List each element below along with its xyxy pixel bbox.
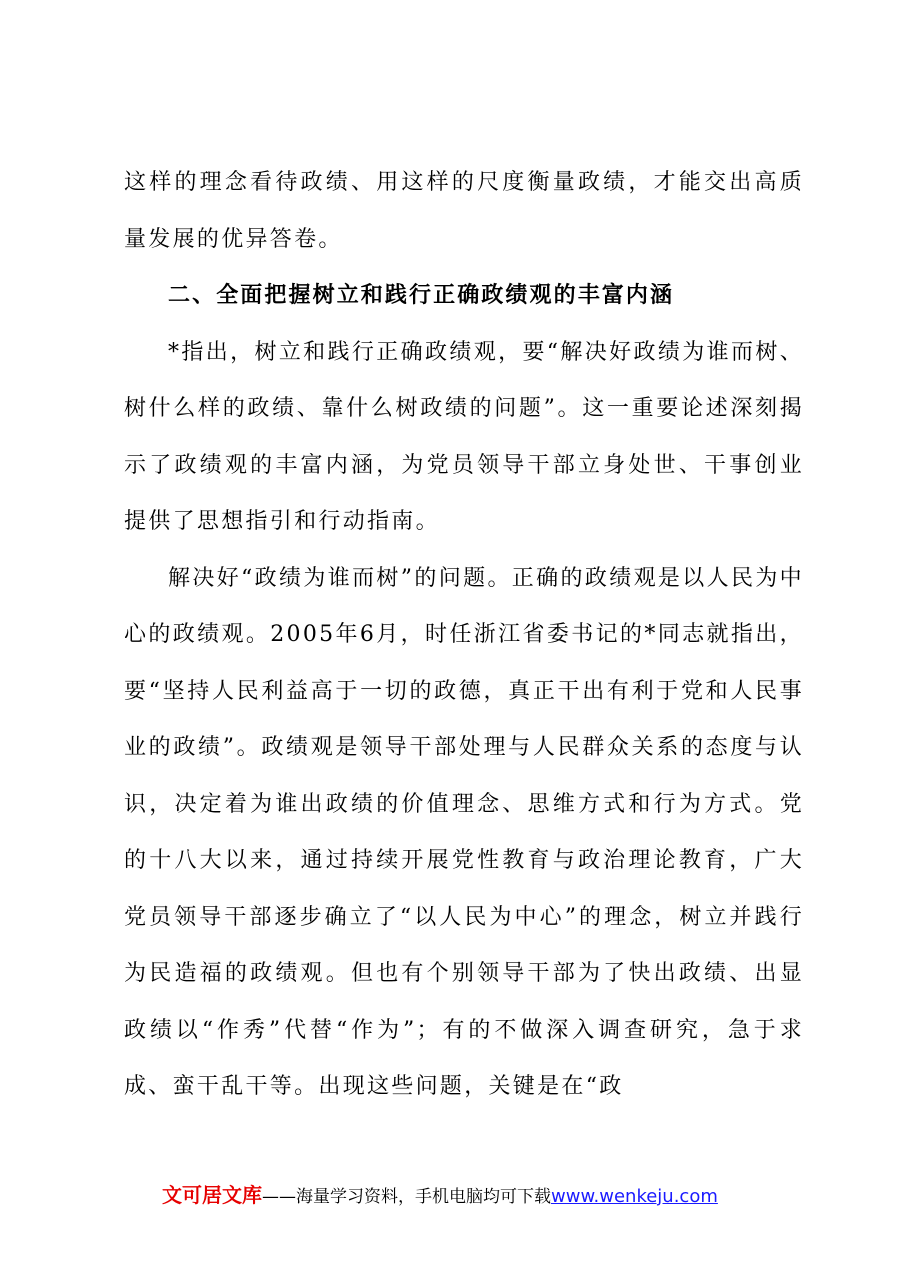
brand-name: 文可居文库 xyxy=(162,1183,262,1207)
document-body xyxy=(124,155,804,1116)
website-link[interactable]: www.wenkeju.com xyxy=(551,1186,718,1207)
footer-banner xyxy=(162,1180,802,1212)
footer-slogan: ——海量学习资料，手机电脑均可下载 xyxy=(262,1187,551,1207)
paragraph-continuation: 这样的理念看待政绩、用这样的尺度衡量政绩，才能交出高质量发展的优异答卷。 xyxy=(124,170,804,252)
paragraph: 解决好“政绩为谁而树”的问题。正确的政绩观是以人民为中心的政绩观。2005年6月，时任浙江省委书记的*同志就指出，要“坚持人民利益高于一切的政德，真正干出有利于党和人民事业的政绩”。政绩观是领导干部处理与人民群众关系的态度与认识，决定着为谁出政绩的价值理念、思维方式和行为方式。党的十八大以来，通过持续开展党性教育与政治理论教育，广大党员领导干部逐步确立了“以人民为中心”的理念，树立并践行为民造福的政绩观。但也有个别领导干部为了快出政绩、出显政绩以“作秀”代替“作为”；有的不做深入调查研究，急于求成、蛮干乱干等。出现这些问题，关键是在“政 xyxy=(124,565,804,1099)
section-heading: 二、全面把握树立和践行正确政绩观的丰富内涵 xyxy=(168,283,675,308)
paragraph: *指出，树立和践行正确政绩观，要“解决好政绩为谁而树、树什么样的政绩、靠什么树政绩的问题”。这一重要论述深刻揭示了政绩观的丰富内涵，为党员领导干部立身处世、干事创业提供了思想指引和行动指南。 xyxy=(124,339,804,534)
